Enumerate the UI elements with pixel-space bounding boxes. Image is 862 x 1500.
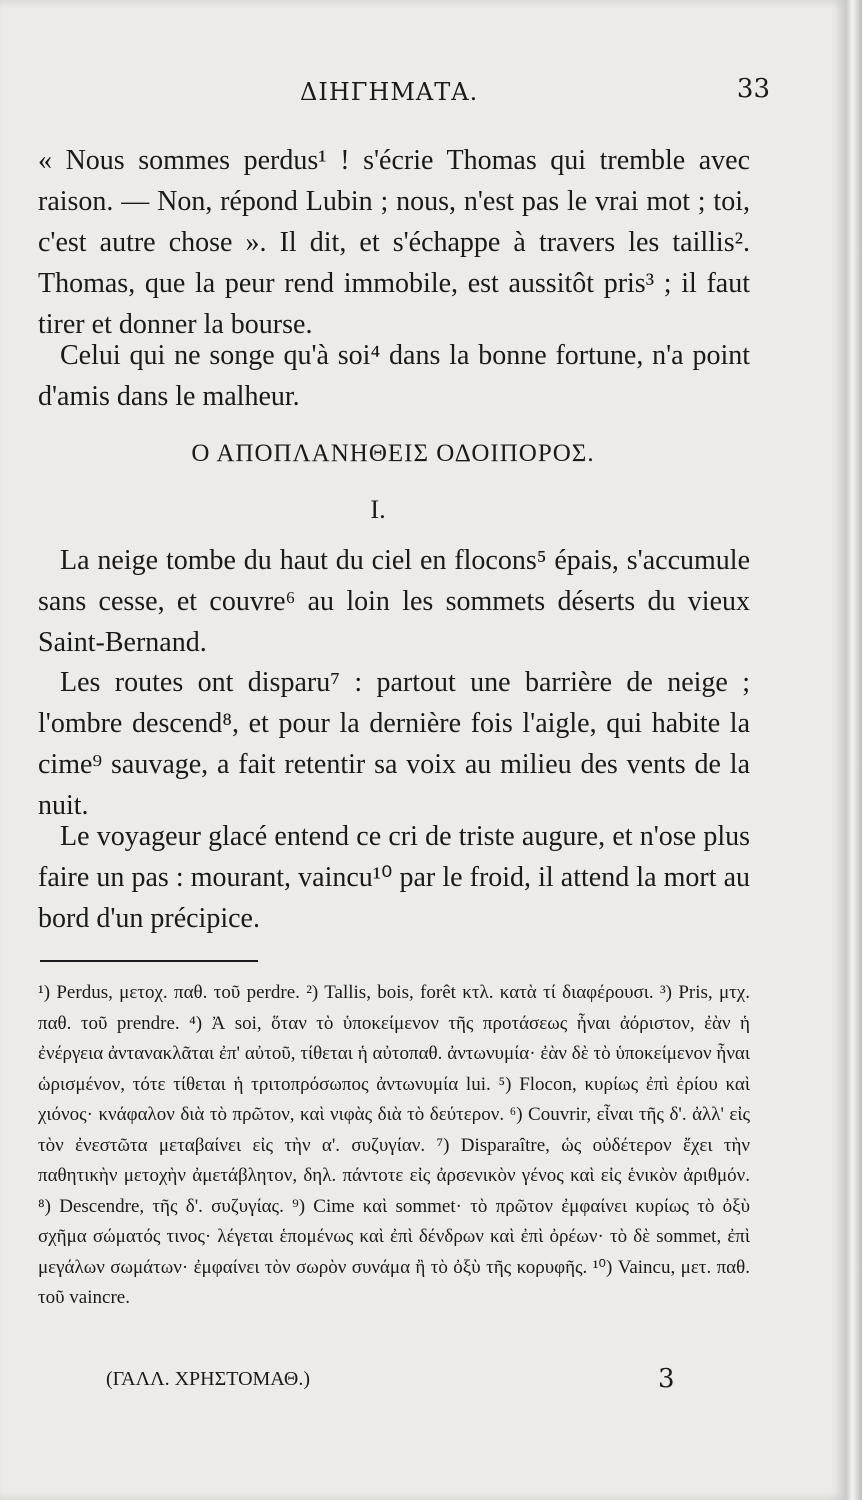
- page-edge: [846, 0, 862, 1500]
- paragraph-snow: La neige tombe du haut du ciel en flocons⁵ épais, s'accumule sans cesse, et couvre⁶ au loin les sommets déserts du vieux Saint-Bernand.: [38, 545, 750, 658]
- section-title: Ο ΑΠΟΠΛΑΝΗΘΕΙΣ ΟΔΟΙΠΟΡΟΣ.: [191, 440, 595, 467]
- page-number: 33: [736, 74, 770, 104]
- page-footer: [38, 1364, 750, 1404]
- printer-signature: (ΓΑΛΛ. ΧΡΗΣΤΟΜΑΘ.): [106, 1368, 311, 1390]
- paragraph-moral: Celui qui ne songe qu'à soi⁴ dans la bonne fortune, n'a point d'amis dans le malheur.: [38, 340, 750, 412]
- section-number: I.: [370, 495, 386, 524]
- footnote-divider: [40, 960, 258, 962]
- footnotes: ¹) Perdus, μετοχ. παθ. τοῦ perdre. ²) Tallis, bois, forêt κτλ. κατὰ τί διαφέρουσι. ³) Pris, μτχ. παθ. τοῦ prendre. ⁴) Ἀ soi, ὅταν τὸ ὑποκείμενον τῆς προτάσεως ἦναι ἀόριστον, ἐὰν ἡ ἐνέργεια ἀντανακλᾶται ἐπ' αὐτοῦ, τίθεται ἡ αὐτοπαθ. ἀντωνυμία· ἐὰν δὲ τὸ ὑποκείμενον ἦναι ὡρισμένον, τότε τίθεται ἡ τριτοπρόσωπος ἀντωνυμία lui. ⁵) Flocon, κυρίως ἐπὶ ἐρίου καὶ χιόνος· κνάφαλον διὰ τὸ πρῶτον, καὶ νιφὰς διὰ τὸ δεύτερον. ⁶) Couvrir, εἶναι τῆς δ'. ἀλλ' εἰς τὸν ἐνεστῶτα μεταβαίνει εἰς τὴν α'. συζυγίαν. ⁷) Disparaître, ὡς οὐδέτερον ἔχει τὴν παθητικὴν μετοχὴν ἀμετάβλητον, δηλ. πάντοτε εἰς ἀρσενικὸν γένος καὶ εἰς ἑνικὸν ἀριθμόν. ⁸) Descendre, τῆς δ'. συζυγίας. ⁹) Cime καὶ sommet· τὸ πρῶτον ἐμφαίνει κυρίως τὸ ὀξὺ σχῆμα σώματός τινος· λέγεται ἑπομένως καὶ ἐπὶ δένδρων καὶ ἐπὶ ὀρέων· τὸ δὲ sommet, ἐπὶ μεγάλων σωμάτων· ἐμφαίνει τὸν σωρὸν συνάμα ἢ τὸ ὀξὺ τῆς κορυφῆς. ¹⁰) Vaincu, μετ. παθ. τοῦ vaincre.: [38, 982, 750, 1308]
- signature-number: 3: [658, 1364, 675, 1394]
- paragraph-dialogue: « Nous sommes perdus¹ ! s'écrie Thomas qui tremble avec raison. — Non, répond Lubin ; nous, n'est pas le vrai mot ; toi, c'est autre chose ». Il dit, et s'échappe à travers les taillis². Thomas, que la peur rend immobile, est aussitôt pris³ ; il faut tirer et donner la bourse.: [38, 145, 750, 340]
- running-title: ΔΙΗΓΗΜΑΤΑ.: [300, 78, 479, 106]
- paragraph-traveler: Le voyageur glacé entend ce cri de triste augure, et n'ose plus faire un pas : mourant, vaincu¹⁰ par le froid, il attend la mort au bord d'un précipice.: [38, 821, 750, 934]
- page-header: [70, 74, 770, 114]
- paragraph-routes: Les routes ont disparu⁷ : partout une barrière de neige ; l'ombre descend⁸, et pour la dernière fois l'aigle, qui habite la cime⁹ sauvage, a fait retentir sa voix au milieu des vents de la nuit.: [38, 667, 750, 821]
